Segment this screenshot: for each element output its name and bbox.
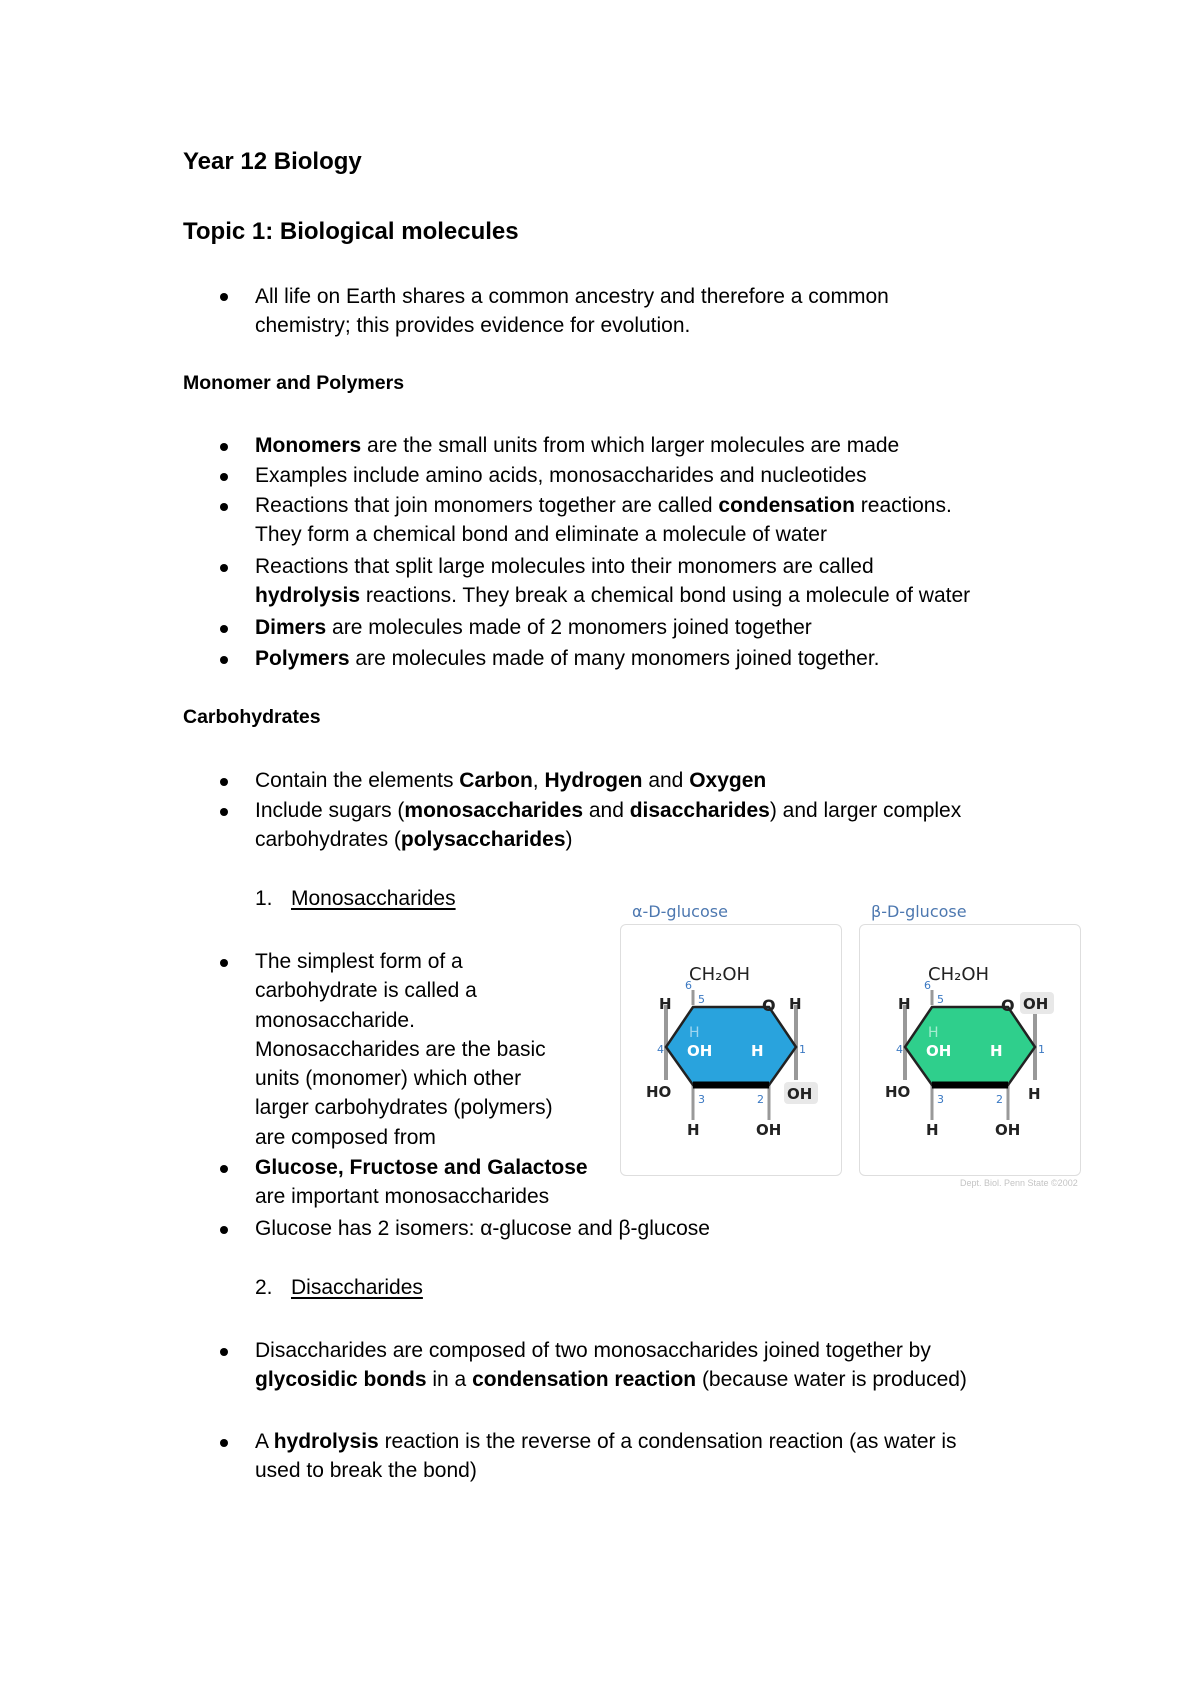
list-item: Monomers are the small units from which larger molecules are made: [255, 434, 900, 457]
glucose-isomers-figure: [620, 894, 1100, 1194]
subsection-title-disaccharides: Disaccharides: [291, 1276, 423, 1299]
svg-text:H: H: [928, 1025, 939, 1041]
list-item-line: Monosaccharides are the basic: [255, 1038, 546, 1061]
bullet-dot: [220, 1165, 228, 1173]
bullet-dot: [220, 473, 228, 481]
svg-text:H: H: [926, 1121, 939, 1139]
alpha-glucose-structure: [621, 925, 841, 1175]
list-item-continuation: are important monosaccharides: [255, 1185, 550, 1208]
list-item: Include sugars (monosaccharides and disaccharides) and larger complex: [255, 799, 962, 822]
svg-text:2: 2: [757, 1093, 764, 1106]
intro-line-2: chemistry; this provides evidence for evolution.: [255, 314, 691, 337]
bold-term: hydrolysis: [273, 1430, 379, 1453]
bullet-dot: [220, 656, 228, 664]
svg-text:H: H: [898, 995, 911, 1013]
list-item: Polymers are molecules made of many monomers joined together.: [255, 647, 880, 670]
svg-text:H: H: [1028, 1085, 1041, 1103]
svg-text:OH: OH: [1023, 995, 1049, 1013]
document-title: Year 12 Biology: [183, 148, 362, 175]
list-item: Dimers are molecules made of 2 monomers joined together: [255, 616, 812, 639]
bold-term: Dimers: [255, 616, 327, 639]
bullet-dot: [220, 443, 228, 451]
svg-text:H: H: [751, 1042, 764, 1060]
list-item: Glucose has 2 isomers: α-glucose and β-glucose: [255, 1217, 710, 1240]
list-item: A hydrolysis reaction is the reverse of a condensation reaction (as water is: [255, 1430, 957, 1453]
svg-text:OH: OH: [787, 1085, 813, 1103]
list-item-line: larger carbohydrates (polymers): [255, 1096, 553, 1119]
list-item: Reactions that join monomers together are called condensation reactions.: [255, 494, 952, 517]
svg-text:H: H: [789, 995, 802, 1013]
svg-text:3: 3: [698, 1093, 705, 1106]
list-item: Examples include amino acids, monosaccharides and nucleotides: [255, 464, 867, 487]
list-item: Disaccharides are composed of two monosaccharides joined together by: [255, 1339, 931, 1362]
list-item-line: units (monomer) which other: [255, 1067, 522, 1090]
list-item: [255, 1153, 588, 1183]
svg-text:OH: OH: [756, 1121, 782, 1139]
list-number: 2.: [255, 1276, 273, 1299]
svg-text:OH: OH: [687, 1042, 713, 1060]
list-item-continuation: used to break the bond): [255, 1459, 477, 1482]
bullet-dot: [220, 808, 228, 816]
bold-term: Monomers: [255, 434, 362, 457]
bullet-dot: [220, 564, 228, 572]
intro-line-1: All life on Earth shares a common ancestry and therefore a common: [255, 285, 889, 308]
list-item-line: are composed from: [255, 1126, 436, 1149]
beta-glucose-panel: [859, 924, 1081, 1176]
bullet-dot: [220, 1439, 228, 1447]
svg-text:OH: OH: [926, 1042, 952, 1060]
ch2oh-label: CH₂OH: [689, 964, 751, 985]
beta-glucose-ring: [905, 1007, 1035, 1085]
subsection-title-monosaccharides: Monosaccharides: [291, 887, 456, 910]
list-item: Contain the elements Carbon, Hydrogen and Oxygen: [255, 769, 767, 792]
list-item-line: monosaccharide.: [255, 1009, 415, 1032]
list-item-line: carbohydrate is called a: [255, 979, 477, 1002]
svg-text:2: 2: [996, 1093, 1003, 1106]
list-item-continuation: hydrolysis reactions. They break a chemical bond using a molecule of water: [255, 584, 971, 607]
svg-text:5: 5: [698, 993, 705, 1006]
bold-term: Glucose, Fructose and Galactose: [255, 1156, 588, 1179]
alpha-glucose-ring: [666, 1007, 796, 1085]
svg-text:5: 5: [937, 993, 944, 1006]
alpha-glucose-panel: [620, 924, 842, 1176]
bullet-dot: [220, 503, 228, 511]
svg-text:3: 3: [937, 1093, 944, 1106]
ring-oxygen-label: O: [1001, 996, 1015, 1015]
svg-text:H: H: [689, 1025, 700, 1041]
svg-text:HO: HO: [646, 1083, 672, 1101]
svg-text:6: 6: [924, 979, 931, 992]
bold-term: condensation: [718, 494, 855, 517]
bold-term: hydrolysis: [255, 584, 361, 607]
svg-text:1: 1: [1038, 1043, 1045, 1056]
section-heading-monomers: Monomer and Polymers: [183, 372, 405, 394]
beta-glucose-structure: [860, 925, 1080, 1175]
bullet-dot: [220, 293, 228, 301]
bullet-dot: [220, 1348, 228, 1356]
svg-text:4: 4: [657, 1043, 664, 1056]
list-item-line: The simplest form of a: [255, 950, 463, 973]
svg-text:HO: HO: [885, 1083, 911, 1101]
svg-text:1: 1: [799, 1043, 806, 1056]
list-item-continuation: glycosidic bonds in a condensation reaction (because water is produced): [255, 1368, 967, 1391]
svg-text:OH: OH: [995, 1121, 1021, 1139]
bullet-dot: [220, 778, 228, 786]
alpha-glucose-caption: α-D-glucose: [632, 902, 728, 921]
ring-oxygen-label: O: [762, 996, 776, 1015]
list-item: Reactions that split large molecules into their monomers are called: [255, 555, 874, 578]
list-item-continuation: carbohydrates (polysaccharides): [255, 828, 573, 851]
ch2oh-label: CH₂OH: [928, 964, 990, 985]
svg-text:H: H: [990, 1042, 1003, 1060]
svg-text:H: H: [687, 1121, 700, 1139]
bullet-dot: [220, 1226, 228, 1234]
figure-credit: Dept. Biol. Penn State ©2002: [960, 1178, 1078, 1188]
list-number: 1.: [255, 887, 273, 910]
svg-text:6: 6: [685, 979, 692, 992]
bullet-dot: [220, 625, 228, 633]
beta-glucose-caption: β-D-glucose: [871, 902, 967, 921]
section-heading-carbohydrates: Carbohydrates: [183, 706, 321, 728]
list-item-continuation: They form a chemical bond and eliminate a molecule of water: [255, 523, 827, 546]
svg-text:H: H: [659, 995, 672, 1013]
bullet-dot: [220, 959, 228, 967]
bold-term: Polymers: [255, 647, 350, 670]
topic-title: Topic 1: Biological molecules: [183, 218, 519, 245]
svg-text:4: 4: [896, 1043, 903, 1056]
